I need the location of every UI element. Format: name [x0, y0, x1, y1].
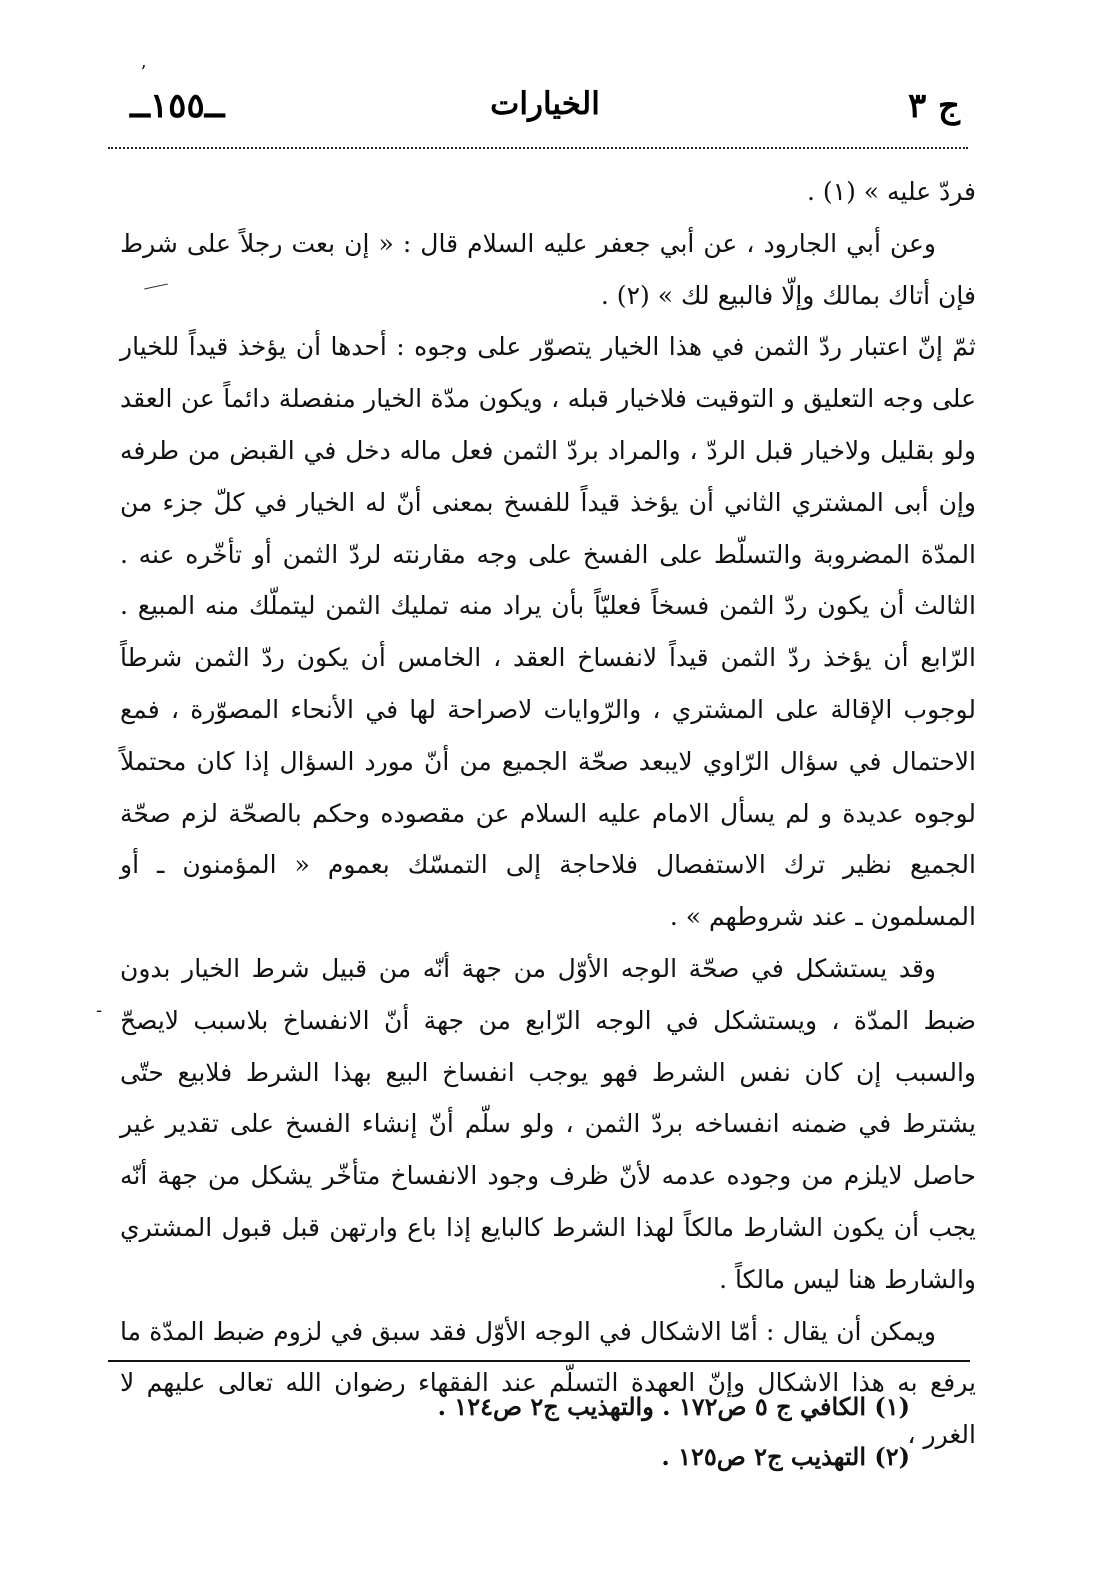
footnote-divider — [108, 1360, 970, 1362]
paragraph-2: وعن أبي الجارود ، عن أبي جعفر عليه السلام قال : « إن بعت رجلاً على شرط فإن أتاك بمالك وإلّا فالبيع لك » (٢) . — [120, 228, 976, 310]
paragraph-3: ثمّ إنّ اعتبار ردّ الثمن في هذا الخيار يتصوّر على وجوه : أحدها أن يؤخذ قيداً للخيار على وجه التعليق و التوقيت فلاخيار قبله ، ويكون مدّة الخيار منفصلة دائماً عن العقد ولو بقليل ولاخيار قبل الردّ ، والمراد بردّ الثمن فعل ماله دخل في القبض من طرفه وإن أبى المشتري الثاني أن يؤخذ قيداً للفسخ بمعنى أنّ له الخيار في كلّ جزء من المدّة المضروبة والتسلّط على الفسخ على وجه مقارنته لردّ الثمن أو تأخّره عنه . الثالث أن يكون ردّ الثمن فسخاً فعليّاً بأن يراد منه تمليك الثمن ليتملّك منه المبيع . الرّابع أن يؤخذ ردّ الثمن قيداً لانفساخ العقد ، الخامس أن يكون ردّ الثمن شرطاً لوجوب الإقالة على المشتري ، والرّوايات لاصراحة لها في الأنحاء المصوّرة ، فمع الاحتمال في سؤال الرّاوي لايبعد صحّة الجميع من أنّ مورد السؤال إذا كان محتملاً لوجوه عديدة و لم يسأل الامام عليه السلام عن مقصوده وحكم بالصحّة لزم صحّة الجميع نظير ترك الاستفصال فلاحاجة إلى التمسّك بعموم « المؤمنون ـ أو المسلمون ـ عند شروطهم » . — [120, 332, 976, 932]
footnotes — [300, 1382, 910, 1482]
paragraph-5: ويمكن أن يقال : أمّا الاشكال في الوجه الأوّل فقد سبق في لزوم ضبط المدّة ما يرفع به هذا الاشكال وإنّ العهدة التسلّم عند الفقهاء رضوان الله تعالى عليهم لا الغرر ، — [120, 1316, 976, 1450]
running-header — [130, 86, 960, 136]
chapter-title: الخيارات — [490, 86, 600, 122]
paragraph-1: فردّ عليه » (١) . — [806, 177, 976, 206]
footnote-2: (٢) التهذيب ج٢ ص١٢٥ . — [661, 1442, 910, 1471]
page-number: ــ١٥٥ــ — [130, 86, 225, 126]
volume-label: ج ٣ — [907, 86, 960, 126]
margin-dash: - — [96, 1000, 103, 1021]
scan-speck: ʼ — [140, 62, 146, 83]
paragraph-4: وقد يستشكل في صحّة الوجه الأوّل من جهة أنّه من قبيل شرط الخيار بدون ضبط المدّة ، ويستشكل في الوجه الرّابع من جهة أنّ الانفساخ بلاسبب لايصحّ والسبب إن كان نفس الشرط فهو يوجب انفساخ البيع بهذا الشرط فلابيع حتّى يشترط في ضمنه انفساخه بردّ الثمن ، ولو سلّم أنّ إنشاء الفسخ على تقدير غير حاصل لايلزم من وجوده عدمه لأنّ ظرف وجود الانفساخ متأخّر يشكل من جهة أنّه يجب أن يكون الشارط مالكاً لهذا الشرط كالبايع إذا باع وارتهن قبل قبول المشتري والشارط هنا ليس مالكاً . — [120, 953, 976, 1294]
footnote-1: (١) الكافي ج ٥ ص١٧٢ . والتهذيب ج٢ ص١٢٤ . — [437, 1392, 910, 1421]
header-divider — [108, 147, 968, 149]
